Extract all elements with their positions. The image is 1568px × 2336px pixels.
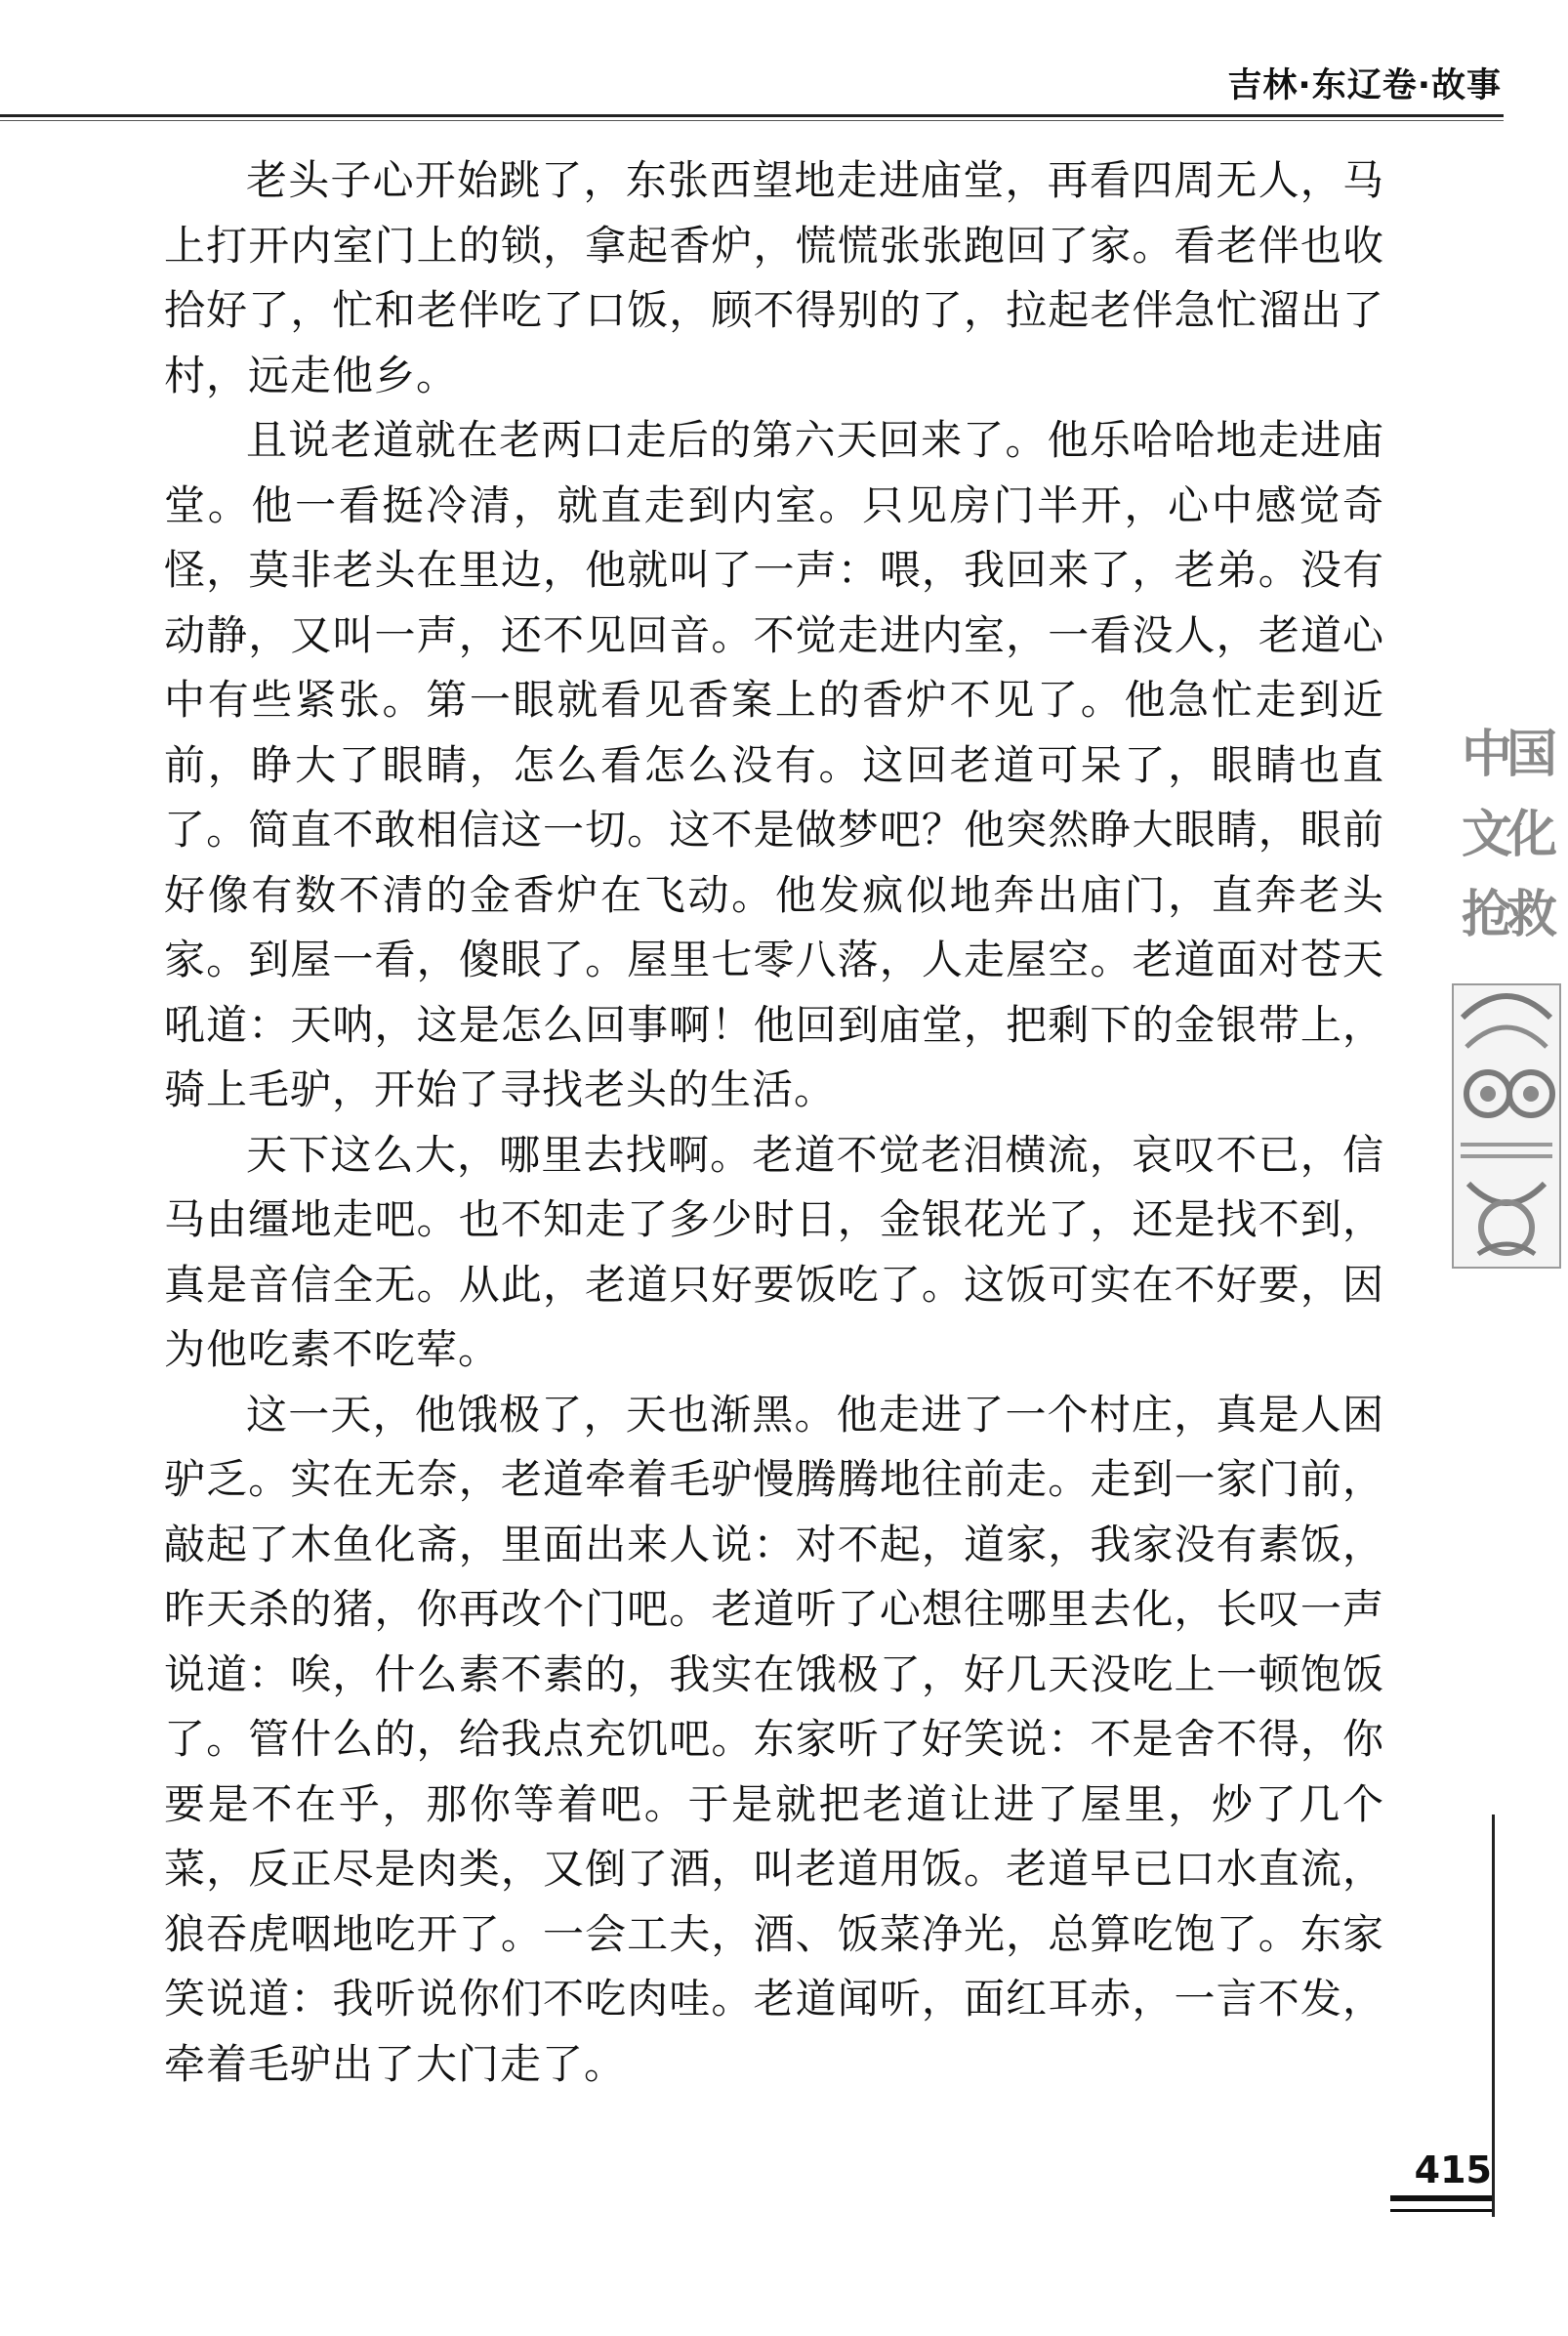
running-header: 吉林·东辽卷·故事 bbox=[1227, 66, 1502, 105]
page-number: 415 bbox=[1414, 2148, 1492, 2191]
paragraph-4: 这一天，他饿极了，天也渐黑。他走进了一个村庄，真是人困驴乏。实在无奈，老道牵着毛驴慢腾腾地往前走。走到一家门前，敲起了木鱼化斋，里面出来人说：对不起，道家，我家没有素饭，昨天杀的猪，你再改个门吧。老道听了心想往哪里去化，长叹一声说道：唉，什么素不素的，我实在饿极了，好几天没吃上一顿饱饭了。管什么的，给我点充饥吧。东家听了好笑说：不是舍不得，你要是不在乎，那你等着吧。于是就把老道让进了屋里，炒了几个菜，反正尽是肉类，又倒了酒，叫老道用饭。老道早已口水直流，狼吞虎咽地吃开了。一会工夫，酒、饭菜净光，总算吃饱了。东家笑说道：我听说你们不吃肉哇。老道闻听，面红耳赤，一言不发，牵着毛驴出了大门走了。 bbox=[164, 1390, 1384, 2088]
side-ornament-line-3: 抢救 bbox=[1461, 885, 1551, 944]
side-ornament-line-2: 文化 bbox=[1461, 805, 1551, 864]
paragraph-2: 且说老道就在老两口走后的第六天回来了。他乐哈哈地走进庙堂。他一看挺冷清，就直走到内室。只见房门半开，心中感觉奇怪，莫非老头在里边，他就叫了一声：喂，我回来了，老弟。没有动静，又叫一声，还不见回音。不觉走进内室，一看没人，老道心中有些紧张。第一眼就看见香案上的香炉不见了。他急忙走到近前，睁大了眼睛，怎么看怎么没有。这回老道可呆了，眼睛也直了。简直不敢相信这一切。这不是做梦吧？他突然睁大眼睛，眼前好像有数不清的金香炉在飞动。他发疯似地奔出庙门，直奔老头家。到屋一看，傻眼了。屋里七零八落，人走屋空。老道面对苍天吼道：天呐，这是怎么回事啊！他回到庙堂，把剩下的金银带上，骑上毛驴，开始了寻找老头的生活。 bbox=[164, 416, 1384, 1113]
page-number-rule-thin bbox=[1390, 2209, 1492, 2212]
side-ornament-line-1: 中国 bbox=[1461, 725, 1551, 784]
decorative-pattern-icon bbox=[1449, 979, 1564, 1273]
header-rule bbox=[0, 114, 1504, 117]
side-ornament bbox=[1449, 715, 1564, 1273]
page-number-rule-thick bbox=[1390, 2195, 1492, 2201]
paragraph-3: 天下这么大，哪里去找啊。老道不觉老泪横流，哀叹不已，信马由缰地走吧。也不知走了多少时日，金银花光了，还是找不到，真是音信全无。从此，老道只好要饭吃了。这饭可实在不好要，因为他吃素不吃荤。 bbox=[164, 1130, 1384, 1373]
body-text bbox=[164, 148, 1384, 2097]
header-rule-thin bbox=[0, 120, 1504, 121]
paragraph-1: 老头子心开始跳了，东张西望地走进庙堂，再看四周无人，马上打开内室门上的锁，拿起香炉，慌慌张张跑回了家。看老伴也收拾好了，忙和老伴吃了口饭，顾不得别的了，拉起老伴急忙溜出了村，远走他乡。 bbox=[164, 156, 1384, 399]
side-vertical-rule bbox=[1492, 1815, 1495, 2217]
